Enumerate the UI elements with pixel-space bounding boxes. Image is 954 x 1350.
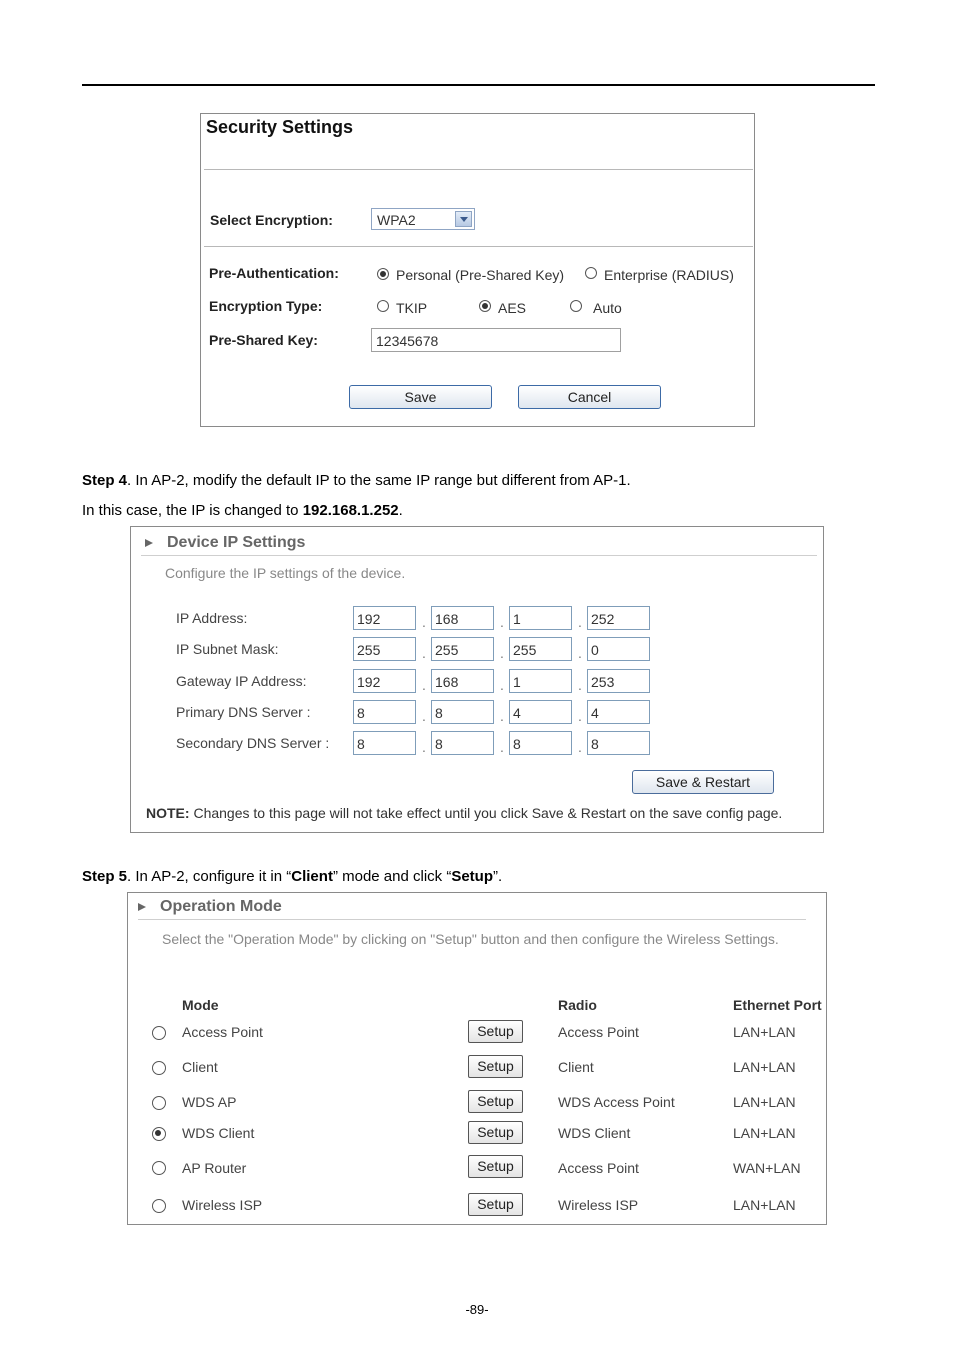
step5-paragraph [82, 868, 502, 885]
ip-address-octet-1[interactable] [353, 606, 416, 630]
enc-tkip-label: TKIP [396, 300, 428, 316]
octet-separator: . [500, 614, 504, 630]
step5-text: ”. [492, 868, 503, 885]
mode-radio[interactable] [152, 1096, 166, 1110]
radio-label: WDS Access Point [558, 1094, 675, 1110]
operation-mode-description: Select the "Operation Mode" by clicking on "Setup" button and then configure the Wireless Settings. [162, 931, 779, 947]
octet-value: 252 [591, 611, 615, 627]
ethernet-label: LAN+LAN [733, 1059, 796, 1075]
enc-aes-label: AES [498, 300, 527, 316]
ip-address-octet-3[interactable] [509, 606, 572, 630]
enc-auto-radio[interactable] [570, 300, 582, 312]
step5-setup: Setup [451, 868, 493, 885]
octet-separator: . [422, 708, 426, 724]
radio-label: Wireless ISP [558, 1197, 639, 1213]
primary-dns-label: Primary DNS Server : [176, 704, 311, 720]
mode-radio[interactable] [152, 1161, 166, 1175]
step5-text: . In AP-2, configure it in “ [127, 868, 292, 885]
octet-separator: . [578, 614, 582, 630]
psk-input[interactable] [371, 328, 621, 352]
octet-value: 8 [435, 705, 443, 721]
cancel-button[interactable]: Cancel [518, 385, 661, 409]
setup-button[interactable]: Setup [468, 1193, 523, 1216]
pre-auth-enterprise-radio[interactable] [585, 267, 597, 279]
step4-line2-end: . [398, 502, 403, 519]
device-ip-description: Configure the IP settings of the device. [165, 565, 406, 581]
setup-button[interactable]: Setup [468, 1155, 523, 1178]
octet-value: 1 [513, 611, 521, 627]
octet-value: 255 [435, 642, 459, 658]
octet-value: 4 [591, 705, 599, 721]
gateway-octet-4[interactable] [587, 669, 650, 693]
octet-separator: . [500, 708, 504, 724]
col-radio-header: Radio [558, 997, 597, 1013]
pre-auth-label: Pre-Authentication: [209, 265, 339, 281]
gateway-label: Gateway IP Address: [176, 673, 307, 689]
octet-separator: . [500, 677, 504, 693]
octet-value: 4 [513, 705, 521, 721]
octet-separator: . [578, 708, 582, 724]
header-rule [82, 84, 875, 86]
ethernet-label: WAN+LAN [733, 1160, 801, 1176]
col-ethernet-header: Ethernet Port [733, 997, 822, 1013]
security-settings-panel [200, 113, 755, 427]
step4-line2-text: In this case, the IP is changed to [82, 502, 303, 519]
psk-input-value: 12345678 [376, 333, 439, 349]
gateway-octet-3[interactable] [509, 669, 572, 693]
primary-dns-octet-2[interactable] [431, 700, 494, 724]
primary-dns-octet-1[interactable] [353, 700, 416, 724]
mode-label: Access Point [182, 1024, 263, 1040]
secondary-dns-octet-4[interactable] [587, 731, 650, 755]
secondary-dns-label: Secondary DNS Server : [176, 735, 330, 751]
step4-paragraph-2 [82, 502, 403, 519]
step4-ip: 192.168.1.252 [302, 502, 399, 519]
pre-auth-personal-radio[interactable] [377, 268, 389, 280]
setup-button[interactable]: Setup [468, 1121, 523, 1144]
encryption-select-value: WPA2 [377, 212, 416, 228]
subnet-mask-label: IP Subnet Mask: [176, 641, 279, 657]
octet-separator: . [500, 645, 504, 661]
select-encryption-label: Select Encryption: [210, 212, 333, 228]
operation-mode-panel [127, 892, 827, 1225]
mode-label: WDS Client [182, 1125, 255, 1141]
mode-radio[interactable] [152, 1061, 166, 1075]
gateway-octet-2[interactable] [431, 669, 494, 693]
octet-value: 168 [435, 674, 459, 690]
divider [204, 246, 753, 247]
enc-auto-label: Auto [593, 300, 622, 316]
radio-label: Access Point [558, 1160, 639, 1176]
octet-value: 253 [591, 674, 615, 690]
octet-separator: . [578, 739, 582, 755]
ip-address-octet-4[interactable] [587, 606, 650, 630]
step5-client: Client [291, 868, 333, 885]
subnet-mask-octet-4[interactable] [587, 637, 650, 661]
pre-auth-enterprise-label: Enterprise (RADIUS) [604, 267, 734, 283]
octet-value: 0 [591, 642, 599, 658]
triangle-right-icon [145, 539, 153, 547]
step4-text: . In AP-2, modify the default IP to the same IP range but different from AP-1. [127, 472, 631, 489]
mode-label: AP Router [182, 1160, 247, 1176]
secondary-dns-octet-3[interactable] [509, 731, 572, 755]
octet-value: 192 [357, 674, 381, 690]
note-label: NOTE: [146, 805, 190, 821]
radio-label: Client [558, 1059, 594, 1075]
octet-value: 255 [513, 642, 537, 658]
octet-value: 8 [357, 736, 365, 752]
mode-radio-selected[interactable] [152, 1127, 166, 1141]
divider [141, 555, 817, 556]
octet-value: 8 [435, 736, 443, 752]
step5-label: Step 5 [82, 868, 128, 885]
encryption-select[interactable] [371, 208, 475, 230]
mode-radio[interactable] [152, 1199, 166, 1213]
divider [204, 169, 753, 170]
note-text: Changes to this page will not take effect until you click Save & Restart on the save config page. [189, 805, 783, 821]
octet-value: 168 [435, 611, 459, 627]
mode-label: WDS AP [182, 1094, 237, 1110]
setup-button[interactable]: Setup [468, 1020, 523, 1043]
pre-auth-personal-label: Personal (Pre-Shared Key) [396, 267, 565, 283]
security-settings-title: Security Settings [206, 117, 354, 137]
save-button[interactable]: Save [349, 385, 492, 409]
secondary-dns-octet-1[interactable] [353, 731, 416, 755]
octet-separator: . [422, 614, 426, 630]
octet-value: 192 [357, 611, 381, 627]
mode-label: Client [182, 1059, 218, 1075]
octet-value: 255 [357, 642, 381, 658]
octet-separator: . [422, 677, 426, 693]
psk-label: Pre-Shared Key: [209, 332, 318, 348]
setup-button[interactable]: Setup [468, 1090, 523, 1113]
chevron-down-icon[interactable] [455, 211, 472, 227]
primary-dns-octet-3[interactable] [509, 700, 572, 724]
octet-value: 8 [591, 736, 599, 752]
octet-value: 8 [357, 705, 365, 721]
subnet-mask-octet-1[interactable] [353, 637, 416, 661]
col-mode-header: Mode [182, 997, 219, 1013]
ethernet-label: LAN+LAN [733, 1024, 796, 1040]
enc-tkip-radio[interactable] [377, 300, 389, 312]
step5-text: ” mode and click “ [332, 868, 452, 885]
device-ip-settings-panel [130, 526, 824, 833]
setup-button[interactable]: Setup [468, 1055, 523, 1078]
encryption-type-label: Encryption Type: [209, 298, 323, 314]
ip-address-octet-2[interactable] [431, 606, 494, 630]
divider [138, 919, 806, 920]
subnet-mask-octet-2[interactable] [431, 637, 494, 661]
octet-separator: . [422, 645, 426, 661]
secondary-dns-octet-2[interactable] [431, 731, 494, 755]
radio-label: Access Point [558, 1024, 639, 1040]
operation-mode-title: Operation Mode [160, 898, 282, 915]
triangle-right-icon [138, 903, 146, 911]
device-ip-note [146, 805, 782, 821]
primary-dns-octet-4[interactable] [587, 700, 650, 724]
device-ip-title: Device IP Settings [167, 534, 306, 551]
page-number: -89- [465, 1302, 489, 1317]
subnet-mask-octet-3[interactable] [509, 637, 572, 661]
step4-paragraph [82, 472, 631, 489]
octet-separator: . [500, 739, 504, 755]
ethernet-label: LAN+LAN [733, 1125, 796, 1141]
octet-separator: . [578, 677, 582, 693]
octet-value: 1 [513, 674, 521, 690]
mode-label: Wireless ISP [182, 1197, 263, 1213]
ethernet-label: LAN+LAN [733, 1094, 796, 1110]
save-restart-button[interactable]: Save & Restart [632, 770, 774, 794]
enc-aes-radio[interactable] [479, 300, 491, 312]
step4-label: Step 4 [82, 472, 128, 489]
ethernet-label: LAN+LAN [733, 1197, 796, 1213]
octet-value: 8 [513, 736, 521, 752]
ip-address-label: IP Address: [176, 610, 248, 626]
mode-radio[interactable] [152, 1026, 166, 1040]
octet-separator: . [422, 739, 426, 755]
radio-label: WDS Client [558, 1125, 631, 1141]
gateway-octet-1[interactable] [353, 669, 416, 693]
octet-separator: . [578, 645, 582, 661]
